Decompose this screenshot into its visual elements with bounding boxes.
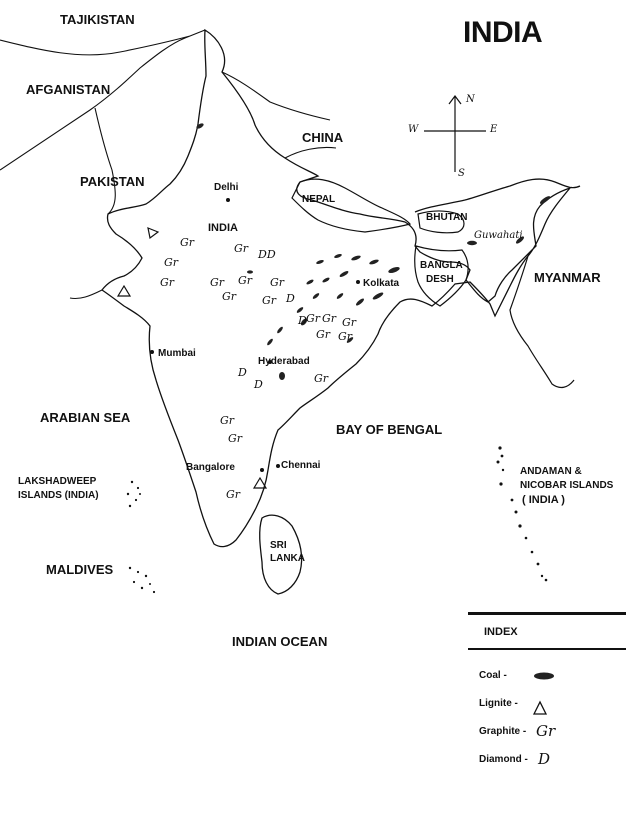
label-andaman-3: ( INDIA ) [522,494,565,506]
label-lakshadweep-2: ISLANDS (INDIA) [18,490,99,501]
diamond-mark: DD [258,248,276,261]
label-bangladesh-2: DESH [426,274,454,285]
graphite-mark: Gr [180,236,195,249]
graphite-mark: Gr [338,330,353,343]
legend-graphite-label: Graphite - [479,726,527,737]
lignite-icon [534,702,546,714]
label-mumbai: Mumbai [158,348,196,359]
label-indian-ocean: INDIAN OCEAN [232,634,328,649]
graphite-mark: Gr [210,276,225,289]
label-bhutan: BHUTAN [426,212,468,223]
graphite-mark: Gr [226,488,241,501]
graphite-mark: Gr [228,432,243,445]
label-kolkata: Kolkata [363,278,400,289]
graphite-mark: Gr [306,312,321,325]
label-maldives: MALDIVES [46,562,114,577]
label-andaman-2: NICOBAR ISLANDS [520,480,614,491]
label-chennai: Chennai [281,460,321,471]
label-nepal: NEPAL [302,194,336,205]
label-delhi: Delhi [214,182,239,193]
label-arabian-sea: ARABIAN SEA [40,410,131,425]
diamond-mark: D [238,366,247,379]
label-hyderabad: Hyderabad [258,356,310,367]
graphite-mark: Gr [220,414,235,427]
label-india: INDIA [208,222,238,234]
graphite-mark: Gr [222,290,237,303]
maldives-islands [129,567,155,593]
graphite-mark: Gr [262,294,277,307]
china-border [222,72,336,158]
coal-icon [534,673,554,680]
graphite-mark: Gr [234,242,249,255]
label-andaman-1: ANDAMAN & [520,466,582,477]
nepal-outline [292,179,410,232]
legend-symbols [534,673,554,715]
label-afganistan: AFGANISTAN [26,82,111,97]
graphite-mark: Gr [160,276,175,289]
legend-coal-label: Coal - [479,670,507,681]
label-pakistan: PAKISTAN [80,174,145,189]
graphite-mark: Gr [322,312,337,325]
diamond-icon: D [538,750,551,768]
index-rule-top [468,612,626,615]
graphite-mark: Gr [270,276,285,289]
diamond-mark: D [254,378,263,391]
label-guwahati: Guwahati [474,230,523,241]
label-bay-of-bengal: BAY OF BENGAL [336,422,443,437]
label-sri-lanka-2: LANKA [270,553,305,564]
label-bangladesh-1: BANGLA [420,260,463,271]
graphite-mark: Gr [164,256,179,269]
lakshadweep-islands [127,481,141,507]
diamond-mark: D [286,292,295,305]
graphite-mark: Gr [314,372,329,385]
label-bangalore: Bangalore [186,462,235,473]
graphite-mark: Gr [316,328,331,341]
label-tajikistan: TAJIKISTAN [60,12,135,27]
diamond-mark: D [298,314,307,327]
label-myanmar: MYANMAR [534,270,601,285]
compass-w: W [408,124,419,135]
graphite-icon: Gr [536,722,556,740]
index-rule-bottom [468,648,626,650]
compass-rose [424,96,486,172]
label-china: CHINA [302,130,344,145]
legend-lignite-label: Lignite - [479,698,518,709]
map-title: INDIA [463,16,543,49]
compass-s: S [458,168,465,179]
graphite-mark: Gr [238,274,253,287]
compass-e: E [490,124,498,135]
index-heading: INDEX [484,626,518,638]
label-sri-lanka-1: SRI [270,540,287,551]
label-lakshadweep-1: LAKSHADWEEP [18,476,97,487]
compass-n: N [466,94,475,105]
legend-diamond-label: Diamond - [479,754,528,765]
graphite-mark: Gr [342,316,357,329]
